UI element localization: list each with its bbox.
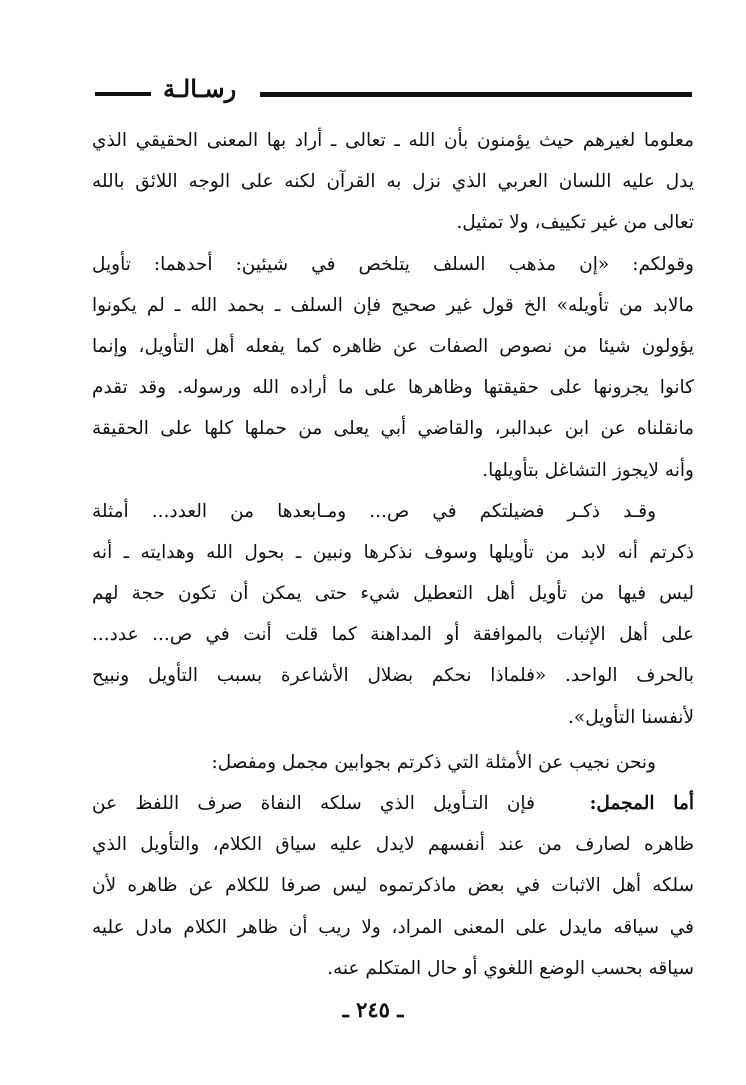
header-rule-long: [260, 92, 692, 97]
text-line: سلكه أهل الاثبات في بعض ماذكرتموه ليس صرفا للكلام عن ظاهره لأن: [92, 875, 694, 897]
text-line: يدل عليه اللسان العربي الذي نزل به القرآن لكنه على الوجه اللائق بالله: [92, 171, 694, 193]
mujmal-heading: أما المجمل:: [589, 793, 694, 814]
running-header: [95, 74, 692, 108]
text-line: يؤولون شيئا من نصوص الصفات عن ظاهره كما يفعله أهل التأويل، وإنما: [92, 335, 694, 357]
text-line: بالحرف الواحد. «فلماذا نحكم بضلال الأشاعرة بسبب التأويل ونبيح: [92, 665, 694, 687]
text-line: لأنفسنا التأويل».: [568, 706, 694, 728]
text-line: مالابد من تأويله» الخ قول غير صحيح فإن السلف ـ بحمد الله ـ لم يكونوا: [92, 294, 694, 316]
body-text: [92, 120, 694, 989]
header-rule-short: [95, 92, 151, 96]
text-line: ونحن نجيب عن الأمثلة التي ذكرتم بجوابين مجمل ومفصل:: [211, 751, 656, 773]
text-line: وقولكم: «إن مذهب السلف يتلخص في شيئين: أحدهما: تأويل: [92, 253, 694, 275]
text-line: ظاهره لصارف من عند أنفسهم لايدل عليه سياق الكلام، والتأويل الذي: [92, 834, 694, 856]
text-line: تعالى من غير تكييف، ولا تمثيل.: [456, 212, 694, 234]
text-line: وأنه لايجوز التشاغل بتأويلها.: [482, 459, 694, 481]
text-line: وقـد ذكـر فضيلتكم في ص... ومـابعدها من العدد... أمثلة: [92, 500, 656, 522]
text-line: [92, 783, 694, 824]
text-line: كانوا يجرونها على حقيقتها وظاهرها على ما أراده الله ورسوله. وقد تقدم: [92, 377, 694, 399]
header-title: رسـالـة: [163, 74, 237, 103]
page-number: ـ ٢٤٥ ـ: [342, 997, 404, 1022]
text-line: ليس فيها من تأويل أهل التعطيل شيء حتى يمكن أن تكون حجة لهم: [92, 583, 694, 605]
text-line-remainder: فإن التـأويل الذي سلكه النفاة صرف اللفظ عن: [92, 793, 535, 814]
text-line: معلوما لغيرهم حيث يؤمنون بأن الله ـ تعالى ـ أراد بها المعنى الحقيقي الذي: [92, 130, 694, 151]
text-line: مانقلناه عن ابن عبدالبر، والقاضي أبي يعلى من حملها كلها على الحقيقة: [92, 418, 694, 440]
text-line: في سياقه مايدل على المعنى المراد، ولا ريب أن ظاهر الكلام مادل عليه: [92, 916, 694, 938]
text-line: سياقه بحسب الوضع اللغوي أو حال المتكلم عنه.: [327, 957, 694, 979]
text-line: على أهل الإثبات بالموافقة أو المداهنة كما قلت أنت في ص... عدد...: [92, 624, 694, 646]
text-line: ذكرتم أنه لابد من تأويلها وسوف نذكرها ونبين ـ بحول الله وهدايته ـ أنه: [92, 541, 694, 563]
